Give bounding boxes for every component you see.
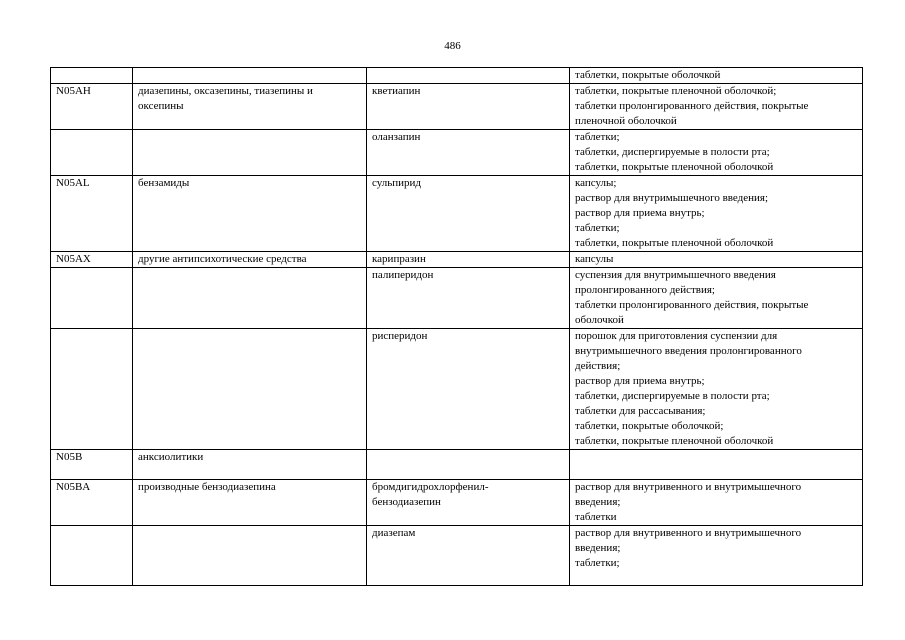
table-row [51, 176, 863, 252]
table-row [51, 480, 863, 526]
cell-text-line: рисперидон [372, 330, 428, 342]
table-row [51, 252, 863, 268]
atc-code-cell [51, 480, 133, 526]
cell-text-line: N05B [56, 451, 83, 463]
drug-name-cell [367, 480, 570, 526]
cell-text-line: введения; [575, 542, 621, 554]
drug-table-body [51, 68, 863, 586]
group-name-cell [133, 526, 367, 586]
atc-code-cell [51, 68, 133, 84]
cell-text-line: капсулы [575, 253, 614, 265]
cell-text-line: таблетки; [575, 557, 620, 569]
cell-text-line: раствор для приема внутрь; [575, 207, 705, 219]
cell-text-line: бензамиды [138, 177, 190, 189]
cell-text-line: пленочной оболочкой [575, 115, 677, 127]
cell-text-line: капсулы; [575, 177, 617, 189]
cell-text-line: таблетки, покрытые оболочкой [575, 69, 721, 81]
cell-text-line: оланзапин [372, 131, 421, 143]
drug-name-cell [367, 526, 570, 586]
cell-text-line: сульпирид [372, 177, 422, 189]
cell-text-line: введения; [575, 496, 621, 508]
group-name-cell [133, 268, 367, 329]
cell-text-line: таблетки пролонгированного действия, покрытые [575, 100, 809, 112]
group-name-cell [133, 130, 367, 176]
group-name-cell [133, 252, 367, 268]
group-name-cell [133, 329, 367, 450]
dosage-form-cell [570, 252, 863, 268]
atc-code-cell [51, 84, 133, 130]
cell-text-line: N05AL [56, 177, 90, 189]
group-name-cell [133, 68, 367, 84]
atc-code-cell [51, 329, 133, 450]
table-row [51, 84, 863, 130]
atc-code-cell [51, 130, 133, 176]
cell-text-line: внутримышечного введения пролонгированного [575, 345, 802, 357]
drug-name-cell [367, 252, 570, 268]
cell-text-line: таблетки, покрытые пленочной оболочкой [575, 237, 774, 249]
drug-name-cell [367, 329, 570, 450]
cell-text-line: производные бензодиазепина [138, 481, 276, 493]
atc-code-cell [51, 252, 133, 268]
drug-name-cell [367, 84, 570, 130]
cell-text-line: таблетки для рассасывания; [575, 405, 706, 417]
cell-text-line: N05BA [56, 481, 91, 493]
drug-name-cell [367, 450, 570, 480]
cell-text-line: действия; [575, 360, 621, 372]
cell-text-line: таблетки, покрытые оболочкой; [575, 420, 724, 432]
cell-text-line: раствор для приема внутрь; [575, 375, 705, 387]
dosage-form-cell [570, 84, 863, 130]
cell-text-line: N05AH [56, 85, 91, 97]
table-row [51, 268, 863, 329]
atc-code-cell [51, 268, 133, 329]
drug-table [50, 67, 863, 586]
cell-text-line: анксиолитики [138, 451, 204, 463]
drug-name-cell [367, 176, 570, 252]
dosage-form-cell [570, 130, 863, 176]
cell-text-line: оксепины [138, 100, 184, 112]
drug-name-cell [367, 130, 570, 176]
table-row [51, 130, 863, 176]
cell-text-line: порошок для приготовления суспензии для [575, 330, 778, 342]
atc-code-cell [51, 176, 133, 252]
cell-text-line: таблетки, диспергируемые в полости рта; [575, 146, 770, 158]
cell-text-line: пролонгированного действия; [575, 284, 715, 296]
cell-text-line: таблетки, покрытые пленочной оболочкой; [575, 85, 777, 97]
dosage-form-cell [570, 450, 863, 480]
atc-code-cell [51, 450, 133, 480]
cell-text-line: палиперидон [372, 269, 434, 281]
group-name-cell [133, 450, 367, 480]
cell-text-line: диазепам [372, 527, 416, 539]
cell-text-line: таблетки; [575, 131, 620, 143]
dosage-form-cell [570, 480, 863, 526]
cell-text-line: таблетки; [575, 222, 620, 234]
cell-text-line: бензодиазепин [372, 496, 441, 508]
page-number: 486 [444, 40, 461, 52]
cell-text-line: таблетки [575, 511, 617, 523]
group-name-cell [133, 176, 367, 252]
dosage-form-cell [570, 68, 863, 84]
cell-text-line: другие антипсихотические средства [138, 253, 307, 265]
dosage-form-cell [570, 268, 863, 329]
table-row [51, 526, 863, 586]
drug-name-cell [367, 268, 570, 329]
dosage-form-cell [570, 526, 863, 586]
cell-text-line: раствор для внутримышечного введения; [575, 192, 769, 204]
atc-code-cell [51, 526, 133, 586]
cell-text-line: раствор для внутривенного и внутримышечного [575, 527, 802, 539]
cell-text-line: кветиапин [372, 85, 421, 97]
cell-text-line: оболочкой [575, 314, 624, 326]
cell-text-line: карипразин [372, 253, 426, 265]
cell-text-line: диазепины, оксазепины, тиазепины и [138, 85, 313, 97]
cell-text-line: таблетки, покрытые пленочной оболочкой [575, 161, 774, 173]
group-name-cell [133, 480, 367, 526]
table-row [51, 68, 863, 84]
dosage-form-cell [570, 176, 863, 252]
cell-text-line: раствор для внутривенного и внутримышечного [575, 481, 802, 493]
drug-name-cell [367, 68, 570, 84]
cell-text-line: таблетки, покрытые пленочной оболочкой [575, 435, 774, 447]
cell-text-line: суспензия для внутримышечного введения [575, 269, 776, 281]
cell-text-line: N05AX [56, 253, 91, 265]
table-row [51, 329, 863, 450]
cell-text-line: таблетки пролонгированного действия, покрытые [575, 299, 809, 311]
group-name-cell [133, 84, 367, 130]
cell-text-line: таблетки, диспергируемые в полости рта; [575, 390, 770, 402]
cell-text-line: бромдигидрохлорфенил- [372, 481, 489, 493]
dosage-form-cell [570, 329, 863, 450]
table-row [51, 450, 863, 480]
